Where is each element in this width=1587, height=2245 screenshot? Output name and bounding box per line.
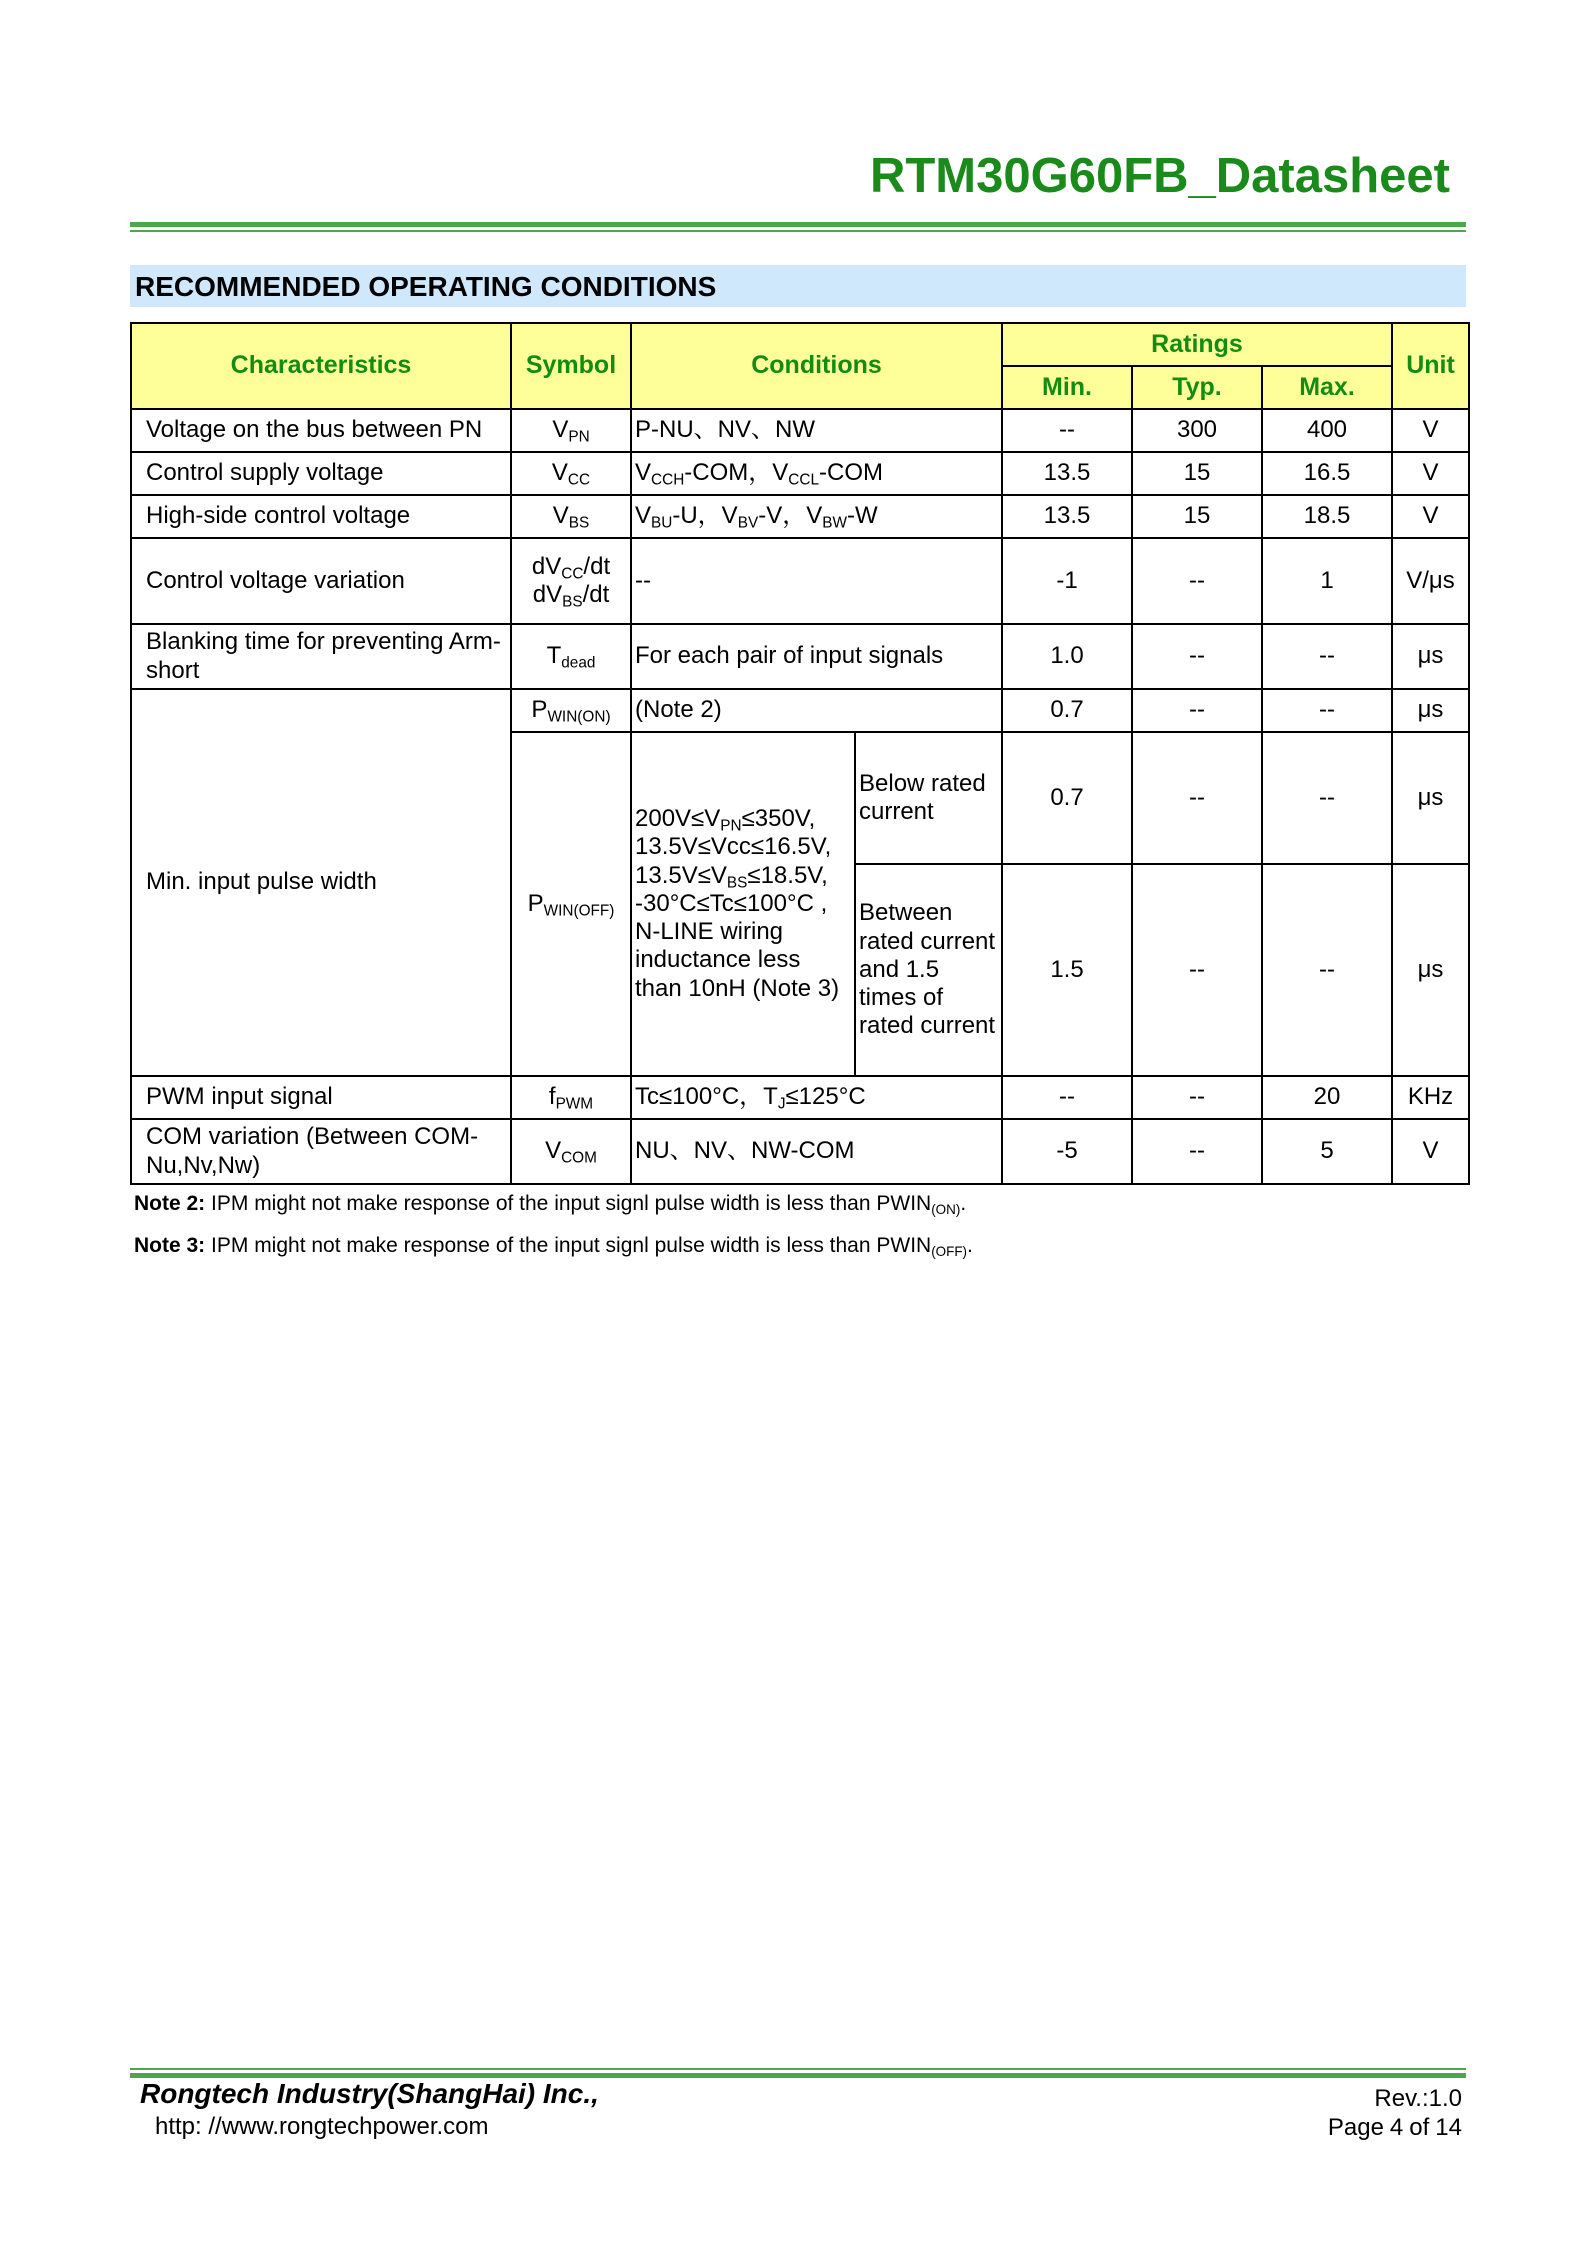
unit-cell: V/μs — [1392, 538, 1469, 624]
symbol-cell: $V_{BS}$ — [511, 495, 631, 538]
min-cell: 13.5 — [1002, 495, 1132, 538]
symbol-cell: $V_{COM}$ — [511, 1119, 631, 1184]
unit-cell: μs — [1392, 689, 1469, 732]
header-row — [131, 323, 1469, 366]
min-cell: -- — [1002, 409, 1132, 452]
symbol-cell: $P_{WIN(OFF)}$ — [511, 732, 631, 1076]
min-cell: 13.5 — [1002, 452, 1132, 495]
symbol-cell: $dV_{CC}/dt$ $dV_{BS}/dt$ — [511, 538, 631, 624]
condition-cell: $V_{CCH}$-COM，$V_{CCL}$-COM — [631, 452, 1002, 495]
symbol-cell: $f_{PWM}$ — [511, 1076, 631, 1119]
col-min: Min. — [1002, 366, 1132, 409]
condition-cell: For each pair of input signals — [631, 624, 1002, 689]
table-row — [131, 689, 1469, 732]
condition-cell: Tc≤100°C，$T_J\le 125^\circ C$ — [631, 1076, 1002, 1119]
characteristic-cell: Voltage on the bus between PN — [131, 409, 511, 452]
characteristic-cell: PWM input signal — [131, 1076, 511, 1119]
table-row — [131, 1119, 1469, 1184]
typ-cell: -- — [1132, 538, 1262, 624]
header-rule — [130, 222, 1466, 227]
min-cell: 0.7 — [1002, 732, 1132, 864]
characteristic-cell: COM variation (Between COM-Nu,Nv,Nw) — [131, 1119, 511, 1184]
unit-cell: KHz — [1392, 1076, 1469, 1119]
note-3: Note 3: IPM might not make response of the input signl pulse width is less than $PWIN_{(OFF)}$. — [134, 1234, 973, 1260]
col-conditions: Conditions — [631, 323, 1002, 409]
col-symbol: Symbol — [511, 323, 631, 409]
min-cell: 0.7 — [1002, 689, 1132, 732]
col-ratings: Ratings — [1002, 323, 1392, 366]
min-cell: -1 — [1002, 538, 1132, 624]
min-cell: 1.0 — [1002, 624, 1132, 689]
unit-cell: μs — [1392, 624, 1469, 689]
characteristic-cell: High-side control voltage — [131, 495, 511, 538]
max-cell: -- — [1262, 624, 1392, 689]
table-row — [131, 452, 1469, 495]
characteristic-cell: Blanking time for preventing Arm-short — [131, 624, 511, 689]
min-cell: -5 — [1002, 1119, 1132, 1184]
characteristic-cell: Min. input pulse width — [131, 689, 511, 1076]
condition-cell: P-NU、NV、NW — [631, 409, 1002, 452]
max-cell: 1 — [1262, 538, 1392, 624]
unit-cell: V — [1392, 495, 1469, 538]
max-cell: 5 — [1262, 1119, 1392, 1184]
condition-cell: $200V\le V_{PN}\le 350V$, 13.5V≤Vcc≤16.5V, $13.5V\le V_{BS}\le 18.5V$, -30°C≤Tc≤100°C , N-LINE wiring inductance less than 10nH (Note 3) — [631, 732, 855, 1076]
condition-cell: NU、NV、NW-COM — [631, 1119, 1002, 1184]
col-typ: Typ. — [1132, 366, 1262, 409]
condition-cell: -- — [631, 538, 1002, 624]
max-cell: 20 — [1262, 1076, 1392, 1119]
unit-cell: μs — [1392, 732, 1469, 864]
typ-cell: 300 — [1132, 409, 1262, 452]
max-cell: -- — [1262, 732, 1392, 864]
max-cell: 16.5 — [1262, 452, 1392, 495]
note-2: Note 2: IPM might not make response of the input signl pulse width is less than $PWIN_{(ON)}$. — [134, 1192, 967, 1218]
header-rule-thin — [130, 230, 1466, 232]
condition-cell: (Note 2) — [631, 689, 1002, 732]
sub-condition-cell: Between rated current and 1.5 times of rated current — [855, 864, 1002, 1076]
symbol-cell: $V_{PN}$ — [511, 409, 631, 452]
max-cell: -- — [1262, 864, 1392, 1076]
min-cell: 1.5 — [1002, 864, 1132, 1076]
sub-condition-cell: Below rated current — [855, 732, 1002, 864]
typ-cell: 15 — [1132, 495, 1262, 538]
col-characteristics: Characteristics — [131, 323, 511, 409]
unit-cell: μs — [1392, 864, 1469, 1076]
col-unit: Unit — [1392, 323, 1469, 409]
typ-cell: -- — [1132, 864, 1262, 1076]
typ-cell: -- — [1132, 689, 1262, 732]
footer-rule-thin — [130, 2068, 1466, 2070]
condition-cell: $V_{BU}-U$，$V_{BV}-V$，$V_{BW}-W$ — [631, 495, 1002, 538]
table-row — [131, 1076, 1469, 1119]
typ-cell: 15 — [1132, 452, 1262, 495]
characteristic-cell: Control supply voltage — [131, 452, 511, 495]
footer-url[interactable]: http: //www.rongtechpower.com — [155, 2113, 489, 2140]
footer-revision: Rev.:1.0 — [1374, 2085, 1462, 2112]
unit-cell: V — [1392, 1119, 1469, 1184]
col-max: Max. — [1262, 366, 1392, 409]
symbol-cell: $P_{WIN(ON)}$ — [511, 689, 631, 732]
section-header — [130, 265, 1466, 307]
typ-cell: -- — [1132, 732, 1262, 864]
footer-company: Rongtech Industry(ShangHai) Inc., — [140, 2078, 599, 2109]
section-title: RECOMMENDED OPERATING CONDITIONS — [135, 271, 717, 302]
table-row — [131, 538, 1469, 624]
unit-cell: V — [1392, 409, 1469, 452]
max-cell: -- — [1262, 689, 1392, 732]
operating-conditions-table — [130, 322, 1470, 1185]
table-row — [131, 624, 1469, 689]
typ-cell: -- — [1132, 624, 1262, 689]
table-row — [131, 495, 1469, 538]
characteristic-cell: Control voltage variation — [131, 538, 511, 624]
max-cell: 400 — [1262, 409, 1392, 452]
typ-cell: -- — [1132, 1119, 1262, 1184]
unit-cell: V — [1392, 452, 1469, 495]
min-cell: -- — [1002, 1076, 1132, 1119]
table-row — [131, 409, 1469, 452]
typ-cell: -- — [1132, 1076, 1262, 1119]
footer-page-number: Page 4 of 14 — [1327, 2114, 1462, 2141]
symbol-cell: $V_{CC}$ — [511, 452, 631, 495]
max-cell: 18.5 — [1262, 495, 1392, 538]
document-title: RTM30G60FB_Datasheet — [869, 149, 1450, 203]
symbol-cell: $T_{dead}$ — [511, 624, 631, 689]
